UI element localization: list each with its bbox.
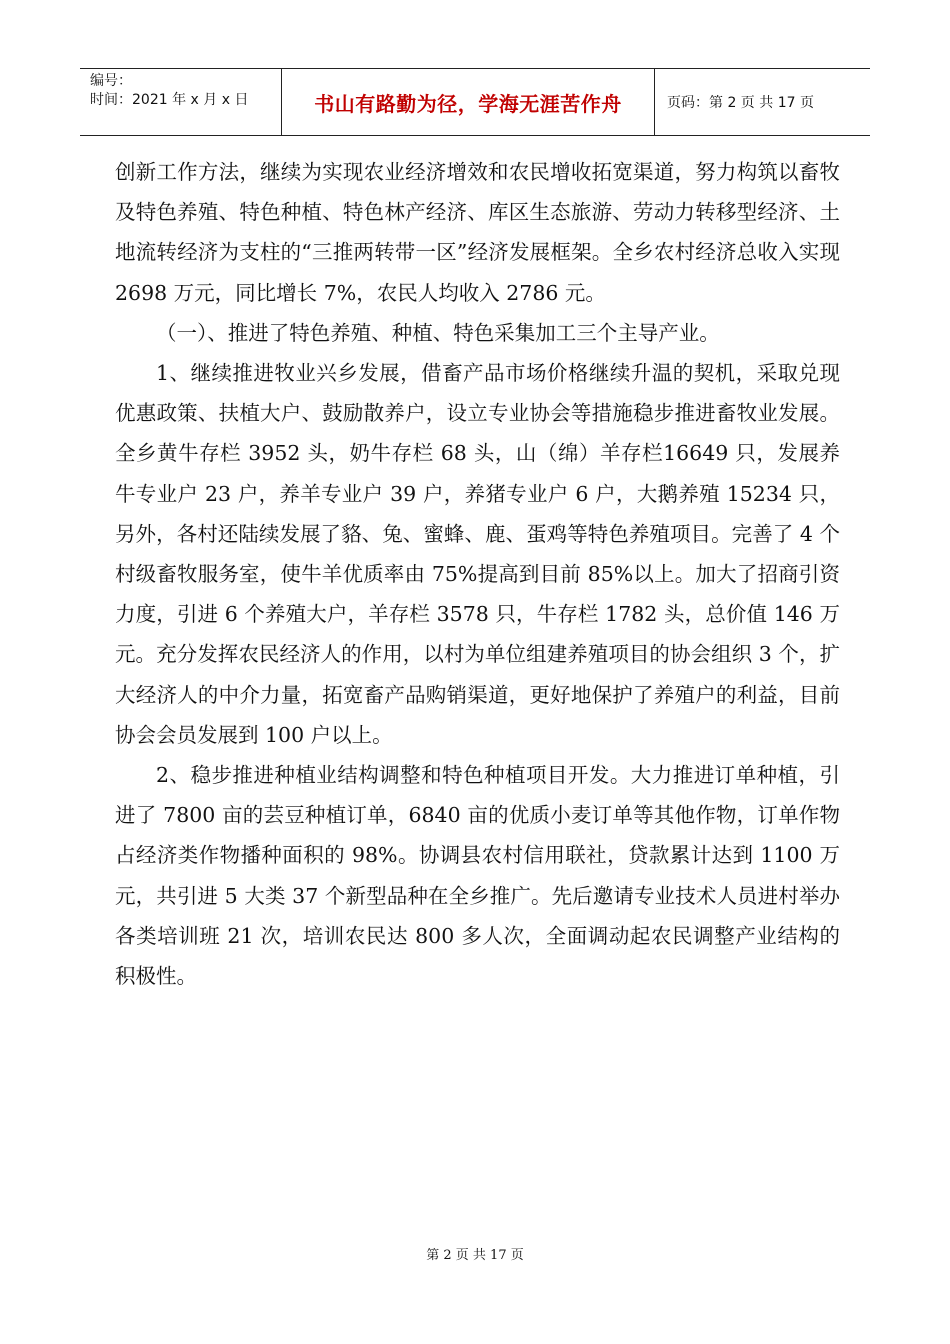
document-number-label: 编号： [90,73,132,89]
paragraph: 2、稳步推进种植业结构调整和特色种植项目开发。大力推进订单种植，引进了 7800 亩的芸豆种植订单，6840 亩的优质小麦订单等其他作物，订单作物占经济类作物播种面积的 98%。协调县农村信用联社，贷款累计达到 1100 万元，共引进 5 大类 37 个新型品种在全乡推广。先后邀请专业技术人员进村举办各类培训班 21 次，培训农民达 800 多人次，全面调动起农民调整产业结构的积极性。 [115,763,840,989]
section-heading: （一）、推进了特色养殖、种植、特色采集加工三个主导产业。 [156,320,720,345]
paragraph: 创新工作方法，继续为实现农业经济增效和农民增收拓宽渠道，努力构筑以畜牧及特色养殖、特色种植、特色林产经济、库区生态旅游、劳动力转移型经济、土地流转经济为支柱的“三推两转带一区”经济发展框架。全乡农村经济总收入实现 2698 万元，同比增长 7%，农民人均收入 2786 元。 [115,160,840,305]
document-header [80,68,870,136]
header-page-label: 页码：第 2 页 共 17 页 [667,95,814,111]
document-body [115,152,840,996]
page-footer: 第 2 页 共 17 页 [426,1248,524,1263]
document-date-label: 时间：2021 年 x 月 x 日 [90,92,249,108]
header-meta-cell [80,69,282,135]
header-motto: 书山有路勤为径，学海无涯苦作舟 [282,69,655,135]
paragraph: 1、继续推进牧业兴乡发展，借畜产品市场价格继续升温的契机，采取兑现优惠政策、扶植大户、鼓励散养户，设立专业协会等措施稳步推进畜牧业发展。全乡黄牛存栏 3952 头，奶牛存栏 68 头，山（绵）羊存栏16649 只，发展养牛专业户 23 户，养羊专业户 39 户，养猪专业户 6 户，大鹅养殖 15234 只，另外，各村还陆续发展了貉、兔、蜜蜂、鹿、蛋鸡等特色养殖项目。完善了 4 个村级畜牧服务室，使牛羊优质率由 75%提高到目前 85%以上。加大了招商引资力度，引进 6 个养殖大户，羊存栏 3578 只，牛存栏 1782 头，总价值 146 万元。充分发挥农民经济人的作用，以村为单位组建养殖项目的协会组织 3 个，扩大经济人的中介力量，拓宽畜产品购销渠道，更好地保护了养殖户的利益，目前协会会员发展到 100 户以上。 [115,361,840,747]
